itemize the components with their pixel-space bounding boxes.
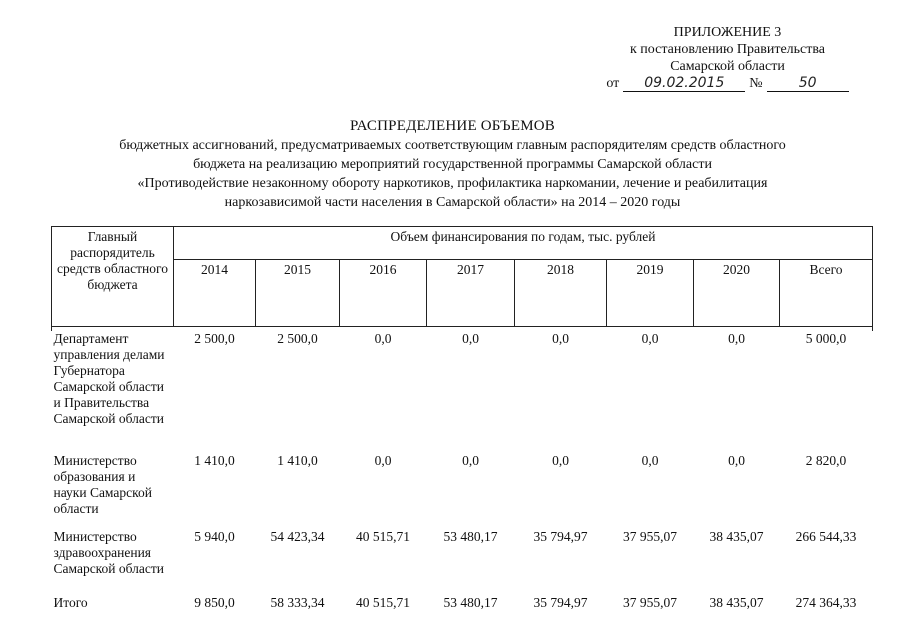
- row-value: 0,0: [462, 453, 479, 468]
- header-year: 2018: [515, 260, 607, 327]
- row-value: 0,0: [728, 453, 745, 468]
- row-distributor-name: Итого: [53, 595, 88, 610]
- row-value: 37 955,07: [623, 595, 677, 610]
- table-row: [52, 529, 873, 595]
- row-value: 0,0: [728, 331, 745, 346]
- decree-date: 09.02.2015: [623, 76, 745, 92]
- header-year: 2014: [174, 260, 256, 327]
- header-funding-group: Объем финансирования по годам, тыс. рублей: [174, 227, 873, 260]
- row-value: 9 850,0: [194, 595, 235, 610]
- subtitle-line: наркозависимой части населения в Самарской области» на 2014 – 2020 годы: [224, 195, 681, 210]
- decree-number: 50: [767, 76, 849, 92]
- row-value: 0,0: [641, 331, 659, 346]
- row-value: 54 423,34: [270, 529, 325, 544]
- row-value: 0,0: [374, 331, 392, 346]
- row-value: 53 480,17: [443, 595, 498, 610]
- appendix-block: [560, 24, 895, 92]
- header-year: 2017: [427, 260, 515, 327]
- table-row-total: [52, 595, 873, 611]
- header-year: 2020: [694, 260, 780, 327]
- budget-table: [51, 226, 873, 611]
- subtitle-line: бюджетных ассигнований, предусматриваемых соответствующим главным распорядителям средств областного: [119, 138, 786, 153]
- row-value: 1 410,0: [277, 453, 318, 468]
- number-label: №: [749, 76, 763, 91]
- header-distributor: Главный распорядитель средств областного бюджета: [52, 227, 174, 327]
- row-value: 1 410,0: [194, 453, 235, 468]
- row-value: 2 500,0: [277, 331, 318, 346]
- table-row: [52, 331, 873, 453]
- header-total: Всего: [780, 260, 873, 327]
- row-value: 58 333,34: [270, 595, 325, 610]
- row-value: 0,0: [552, 331, 569, 346]
- row-value: 38 435,07: [709, 529, 764, 544]
- header-year: 2016: [340, 260, 427, 327]
- row-value: 0,0: [374, 453, 392, 468]
- row-value: 40 515,71: [356, 595, 410, 610]
- row-value: 35 794,97: [533, 529, 588, 544]
- row-total: 5 000,0: [805, 331, 847, 346]
- row-distributor-name: Департамент управления делами Губернатора Самарской области и Правительства Самарской области: [53, 331, 165, 426]
- row-value: 53 480,17: [443, 529, 498, 544]
- row-total: 2 820,0: [805, 453, 847, 468]
- table-row: [52, 453, 873, 529]
- row-value: 38 435,07: [709, 595, 764, 610]
- row-value: 35 794,97: [533, 595, 588, 610]
- row-value: 0,0: [641, 453, 659, 468]
- row-value: 5 940,0: [194, 529, 235, 544]
- decree-reference: [560, 75, 895, 92]
- row-total: 266 544,33: [795, 529, 857, 544]
- row-value: 40 515,71: [356, 529, 410, 544]
- appendix-line-decree: к постановлению Правительства: [629, 42, 826, 57]
- from-label: от: [606, 76, 620, 91]
- appendix-line-region: Самарской области: [670, 59, 785, 74]
- row-value: 2 500,0: [194, 331, 235, 346]
- row-value: 0,0: [552, 453, 569, 468]
- row-distributor-name: Министерство здравоохранения Самарской области: [53, 529, 165, 576]
- row-total: 274 364,33: [795, 595, 857, 610]
- row-value: 0,0: [462, 331, 479, 346]
- header-year: 2015: [256, 260, 340, 327]
- document-title: РАСПРЕДЕЛЕНИЕ ОБЪЕМОВ: [350, 118, 555, 134]
- row-value: 37 955,07: [623, 529, 677, 544]
- document-subtitle: [60, 136, 845, 212]
- subtitle-line: «Противодействие незаконному обороту наркотиков, профилактика наркомании, лечение и реабилитация: [137, 176, 768, 191]
- subtitle-line: бюджета на реализацию мероприятий государственной программы Самарской области: [193, 157, 712, 172]
- appendix-title: ПРИЛОЖЕНИЕ 3: [673, 25, 782, 40]
- header-year: 2019: [607, 260, 694, 327]
- row-distributor-name: Министерство образования и науки Самарской области: [53, 453, 152, 516]
